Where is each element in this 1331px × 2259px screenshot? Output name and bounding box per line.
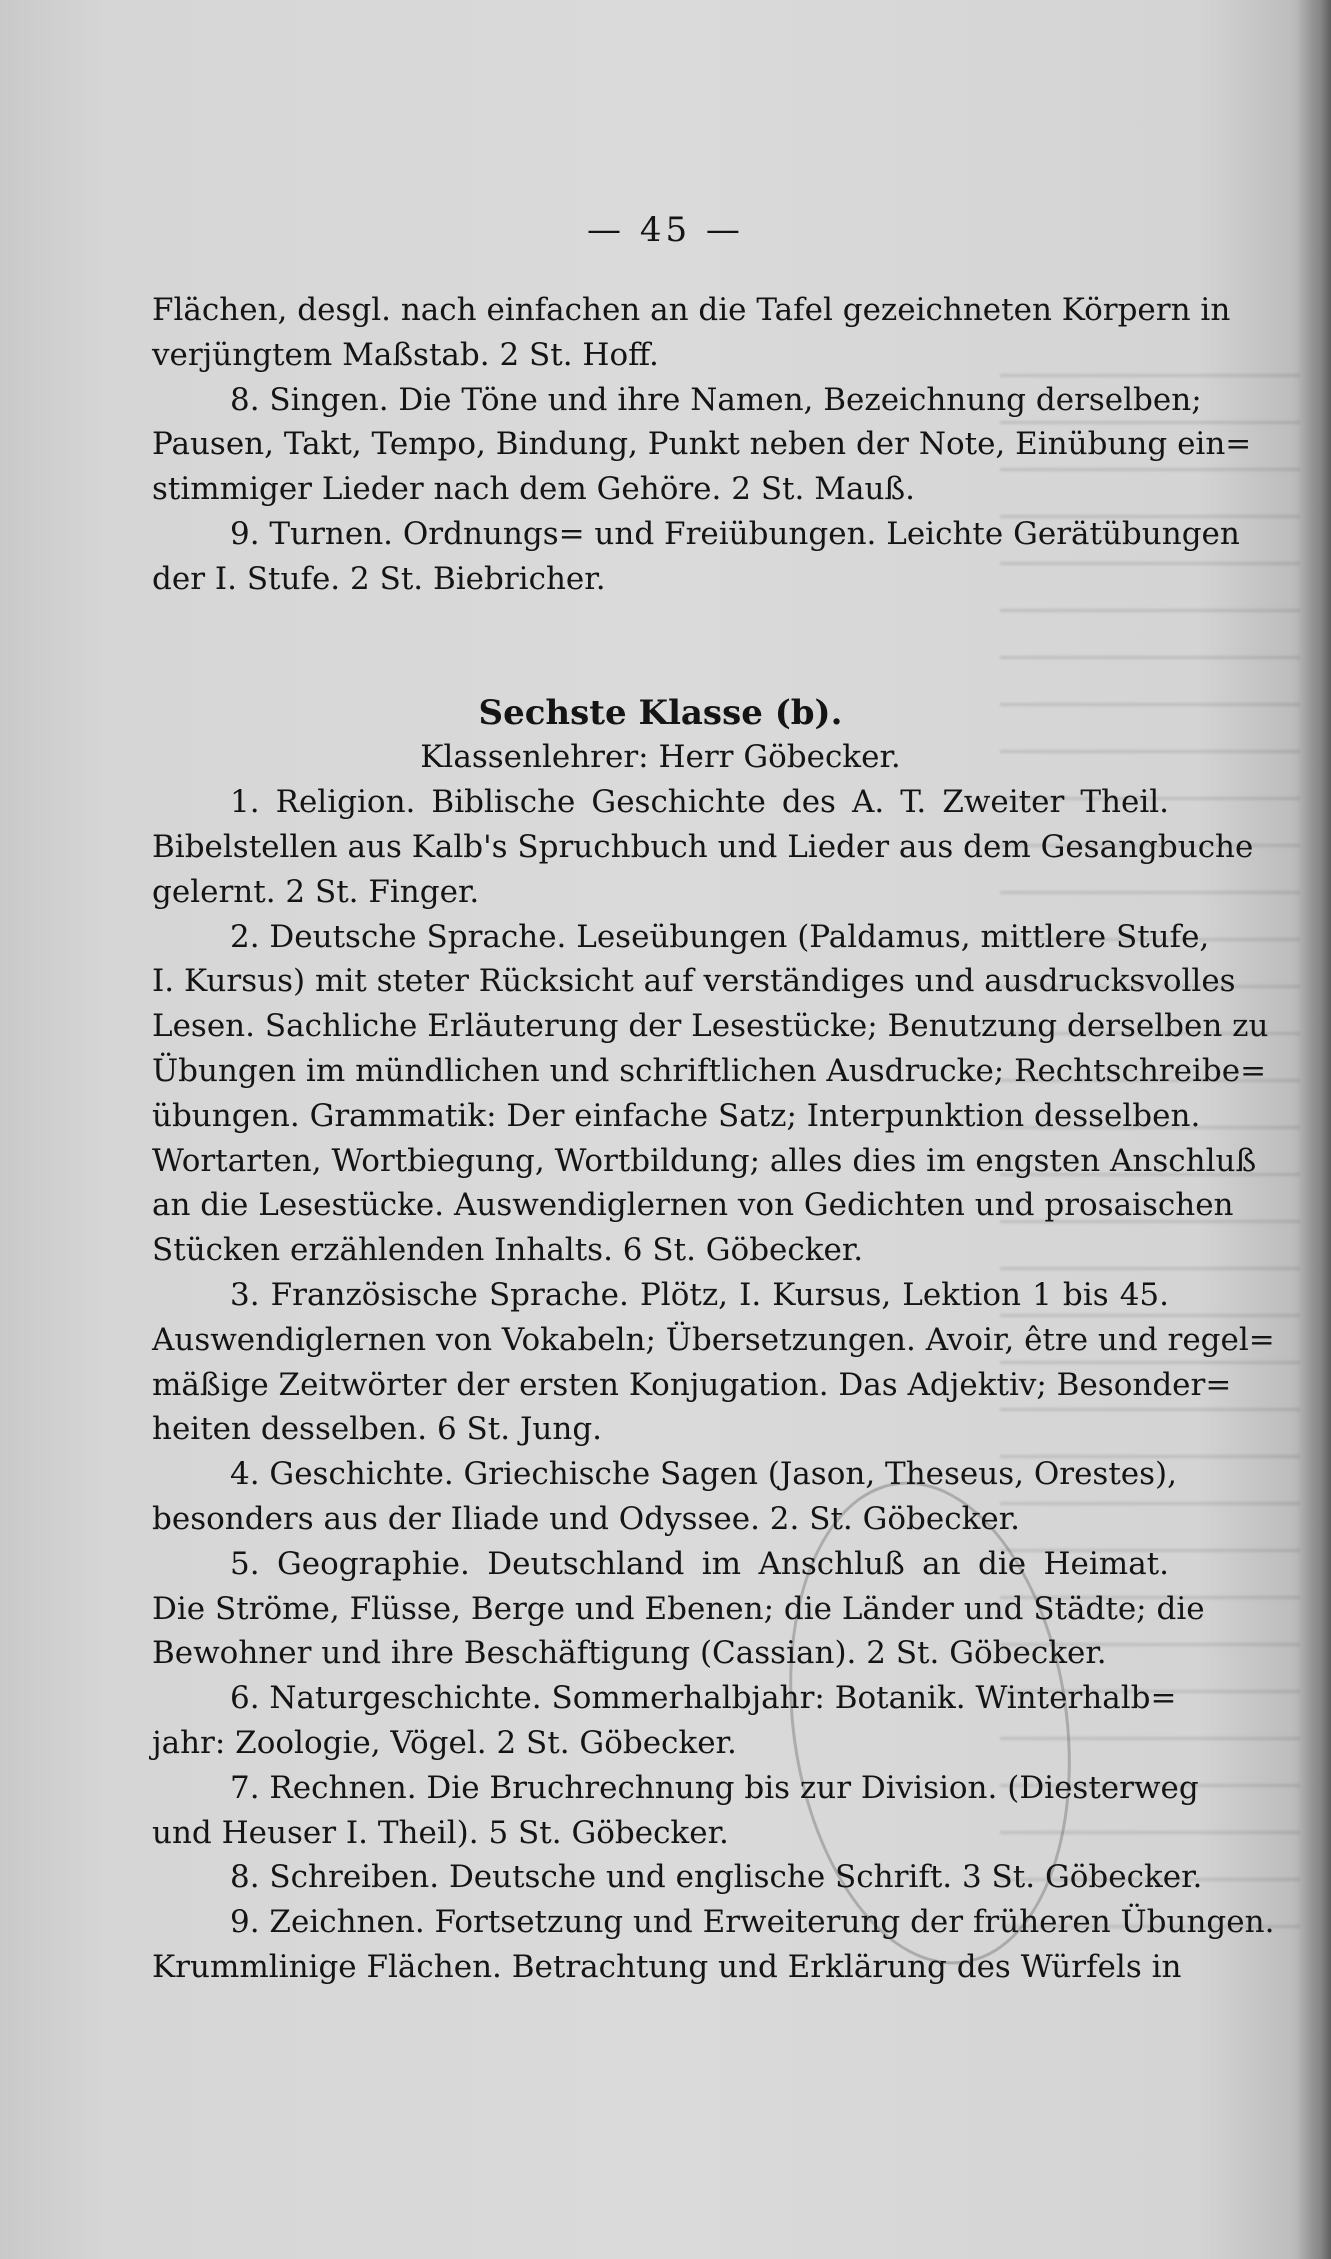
text-line: Auswendiglernen von Vokabeln; Übersetzungen. Avoir, être und regel= <box>152 1321 1275 1358</box>
section-spacer <box>152 602 1169 691</box>
text-line: 2. Deutsche Sprache. Leseübungen (Paldamus, mittlere Stufe, <box>230 918 1210 955</box>
text-line: Stücken erzählenden Inhalts. 6 St. Göbecker. <box>152 1232 864 1269</box>
text-line: übungen. Grammatik: Der einfache Satz; Interpunktion desselben. <box>152 1097 1201 1134</box>
text-line: 7. Rechnen. Die Bruchrechnung bis zur Division. (Diesterweg <box>230 1769 1199 1806</box>
text-line: Die Ströme, Flüsse, Berge und Ebenen; die Länder und Städte; die <box>152 1590 1205 1627</box>
text-line: Bibelstellen aus Kalb's Spruchbuch und Lieder aus dem Gesangbuche <box>152 828 1254 865</box>
page-edge-shadow <box>1297 0 1331 2259</box>
text-line: 3. Französische Sprache. Plötz, I. Kursus, Lektion 1 bis 45. <box>230 1276 1169 1313</box>
text-line: jahr: Zoologie, Vögel. 2 St. Göbecker. <box>152 1724 737 1761</box>
text-line: 1. Religion. Biblische Geschichte des A. T. Zweiter Theil. <box>230 784 1169 821</box>
text-line: I. Kursus) mit steter Rücksicht auf verständiges und ausdrucksvolles <box>152 963 1236 1000</box>
text-line: stimmiger Lieder nach dem Gehöre. 2 St. Mauß. <box>152 471 915 508</box>
text-line: an die Lesestücke. Auswendiglernen von Gedichten und prosaischen <box>152 1187 1234 1224</box>
section-heading: Sechste Klasse (b). <box>478 692 843 733</box>
text-line: verjüngtem Maßstab. 2 St. Hoff. <box>152 336 659 373</box>
text-line: Lesen. Sachliche Erläuterung der Lesestücke; Benutzung derselben zu <box>152 1008 1269 1045</box>
section-subheading: Klassenlehrer: Herr Göbecker. <box>420 739 901 776</box>
text-line: und Heuser I. Theil). 5 St. Göbecker. <box>152 1814 729 1851</box>
page-number: — 45 — <box>587 210 744 250</box>
text-line: der I. Stufe. 2 St. Biebricher. <box>152 560 606 597</box>
text-line: 8. Singen. Die Töne und ihre Namen, Bezeichnung derselben; <box>230 381 1202 418</box>
text-line: gelernt. 2 St. Finger. <box>152 873 480 910</box>
text-line: 9. Zeichnen. Fortsetzung und Erweiterung der früheren Übungen. <box>230 1904 1275 1941</box>
text-line: 9. Turnen. Ordnungs= und Freiübungen. Leichte Gerätübungen <box>230 515 1240 552</box>
text-line: 4. Geschichte. Griechische Sagen (Jason, Theseus, Orestes), <box>230 1456 1177 1493</box>
text-line: heiten desselben. 6 St. Jung. <box>152 1411 603 1448</box>
text-line: Pausen, Takt, Tempo, Bindung, Punkt neben der Note, Einübung ein= <box>152 426 1252 463</box>
text-line: Bewohner und ihre Beschäftigung (Cassian). 2 St. Göbecker. <box>152 1635 1107 1672</box>
text-line: 8. Schreiben. Deutsche und englische Schrift. 3 St. Göbecker. <box>230 1859 1203 1896</box>
text-line: 5. Geographie. Deutschland im Anschluß an die Heimat. <box>230 1545 1169 1582</box>
text-line: besonders aus der Iliade und Odyssee. 2. St. Göbecker. <box>152 1500 1020 1537</box>
text-line: mäßige Zeitwörter der ersten Konjugation. Das Adjektiv; Besonder= <box>152 1366 1232 1403</box>
text-line: 6. Naturgeschichte. Sommerhalbjahr: Botanik. Winterhalb= <box>230 1680 1177 1717</box>
text-line: Krummlinige Flächen. Betrachtung und Erklärung des Würfels in <box>152 1948 1182 1985</box>
text-line: Wortarten, Wortbiegung, Wortbildung; alles dies im engsten Anschluß <box>152 1142 1257 1179</box>
text-line: Übungen im mündlichen und schriftlichen Ausdrucke; Rechtschreibe= <box>152 1052 1267 1089</box>
text-line: Flächen, desgl. nach einfachen an die Tafel gezeichneten Körpern in <box>152 292 1231 328</box>
body-text <box>152 288 1275 1990</box>
